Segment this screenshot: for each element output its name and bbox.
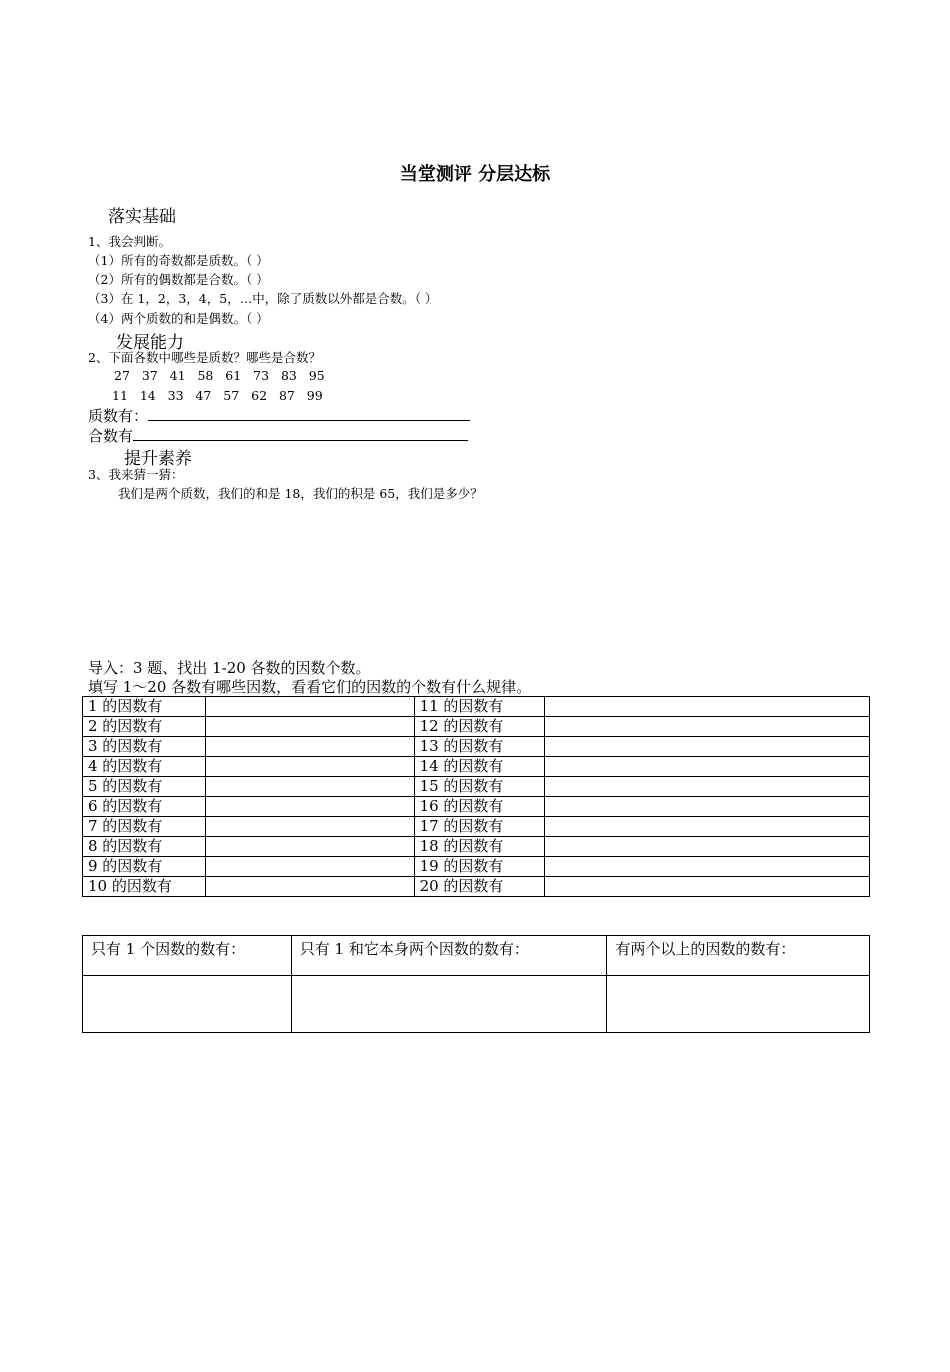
question-2: 2、下面各数中哪些是质数？哪些是合数？: [88, 350, 321, 365]
summary-answer-cell[interactable]: [83, 976, 292, 1033]
factor-answer-cell[interactable]: [545, 877, 870, 897]
summary-header-cell: 只有 1 和它本身两个因数的数有：: [291, 936, 607, 976]
composite-answer-row: [88, 425, 468, 446]
table-row: [83, 697, 870, 717]
factor-label-cell: 17 的因数有: [414, 817, 545, 837]
factor-label-cell: 2 的因数有: [83, 717, 206, 737]
factor-answer-cell[interactable]: [545, 797, 870, 817]
summary-answer-cell[interactable]: [291, 976, 607, 1033]
question-3: 3、我来猜一猜：: [88, 467, 184, 482]
composite-answer-line[interactable]: [133, 425, 468, 441]
section-heading-basics: 落实基础: [108, 207, 176, 227]
factor-label-cell: 1 的因数有: [83, 697, 206, 717]
factor-label-cell: 12 的因数有: [414, 717, 545, 737]
factor-answer-cell[interactable]: [545, 857, 870, 877]
page-title: 当堂测评 分层达标: [399, 164, 551, 185]
prime-answer-line[interactable]: [148, 405, 470, 421]
intro-line-1: 导入：3 题、找出 1-20 各数的因数个数。: [88, 659, 371, 677]
factor-answer-cell[interactable]: [545, 757, 870, 777]
prime-label: 质数有：: [88, 407, 149, 425]
table-row: [83, 976, 870, 1033]
summary-table: [82, 935, 870, 1033]
question-1-item: （4）两个质数的和是偶数。（ ）: [88, 311, 269, 326]
factor-answer-cell[interactable]: [545, 737, 870, 757]
factor-label-cell: 14 的因数有: [414, 757, 545, 777]
factor-answer-cell[interactable]: [205, 817, 414, 837]
factor-answer-cell[interactable]: [205, 857, 414, 877]
factor-answer-cell[interactable]: [545, 777, 870, 797]
prime-answer-row: [88, 405, 470, 426]
table-row: [83, 936, 870, 976]
table-row: [83, 817, 870, 837]
factor-label-cell: 16 的因数有: [414, 797, 545, 817]
factor-answer-cell[interactable]: [205, 797, 414, 817]
question-1: 1、我会判断。: [88, 234, 171, 249]
number-row-2: 11 14 33 47 57 62 87 99: [112, 388, 323, 403]
factor-answer-cell[interactable]: [545, 717, 870, 737]
factor-label-cell: 8 的因数有: [83, 837, 206, 857]
composite-label: 合数有: [88, 427, 134, 445]
factor-label-cell: 15 的因数有: [414, 777, 545, 797]
table-row: [83, 717, 870, 737]
factor-answer-cell[interactable]: [205, 717, 414, 737]
table-row: [83, 757, 870, 777]
factor-answer-cell[interactable]: [205, 777, 414, 797]
table-row: [83, 797, 870, 817]
intro-line-2: 填写 1～20 各数有哪些因数，看看它们的因数的个数有什么规律。: [88, 678, 532, 696]
summary-header-cell: 有两个以上的因数的数有：: [607, 936, 870, 976]
factor-table: [82, 696, 870, 897]
factor-answer-cell[interactable]: [205, 877, 414, 897]
factor-label-cell: 4 的因数有: [83, 757, 206, 777]
number-row-1: 27 37 41 58 61 73 83 95: [114, 368, 325, 383]
factor-label-cell: 20 的因数有: [414, 877, 545, 897]
question-1-item: （2）所有的偶数都是合数。（ ）: [88, 272, 269, 287]
factor-label-cell: 7 的因数有: [83, 817, 206, 837]
table-row: [83, 877, 870, 897]
factor-label-cell: 13 的因数有: [414, 737, 545, 757]
question-1-item: （1）所有的奇数都是质数。（ ）: [88, 253, 269, 268]
factor-label-cell: 5 的因数有: [83, 777, 206, 797]
factor-answer-cell[interactable]: [205, 737, 414, 757]
summary-answer-cell[interactable]: [607, 976, 870, 1033]
summary-header-cell: 只有 1 个因数的数有：: [83, 936, 292, 976]
section-heading-ability: 发展能力: [116, 333, 184, 353]
table-row: [83, 777, 870, 797]
section-heading-literacy: 提升素养: [124, 449, 192, 469]
factor-answer-cell[interactable]: [545, 697, 870, 717]
factor-label-cell: 3 的因数有: [83, 737, 206, 757]
factor-answer-cell[interactable]: [205, 837, 414, 857]
factor-answer-cell[interactable]: [545, 817, 870, 837]
factor-label-cell: 9 的因数有: [83, 857, 206, 877]
factor-answer-cell[interactable]: [205, 697, 414, 717]
table-row: [83, 837, 870, 857]
factor-answer-cell[interactable]: [545, 837, 870, 857]
factor-answer-cell[interactable]: [205, 757, 414, 777]
table-row: [83, 737, 870, 757]
factor-label-cell: 11 的因数有: [414, 697, 545, 717]
factor-label-cell: 18 的因数有: [414, 837, 545, 857]
factor-label-cell: 19 的因数有: [414, 857, 545, 877]
factor-label-cell: 10 的因数有: [83, 877, 206, 897]
question-3-text: 我们是两个质数，我们的和是 18，我们的积是 65，我们是多少？: [118, 486, 483, 501]
question-1-item: （3）在 1，2，3，4，5，…中，除了质数以外都是合数。（ ）: [88, 291, 438, 306]
table-row: [83, 857, 870, 877]
factor-label-cell: 6 的因数有: [83, 797, 206, 817]
